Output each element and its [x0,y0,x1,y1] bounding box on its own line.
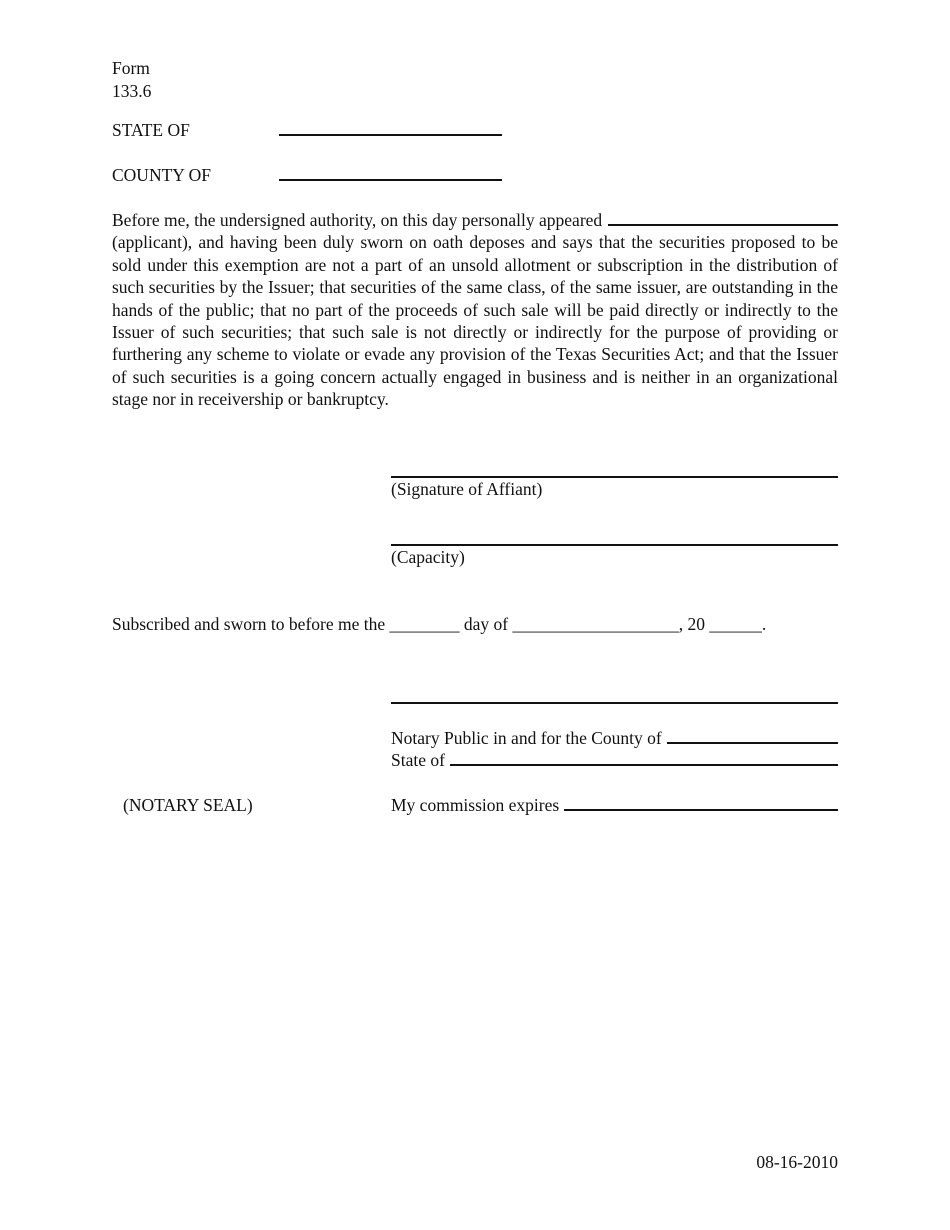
state-label: STATE OF [112,120,190,140]
form-number [112,57,151,102]
commission-blank[interactable] [564,795,838,811]
commission-row [391,795,838,816]
notary-state-label: State of [391,750,445,770]
notary-county-label: Notary Public in and for the County of [391,728,662,748]
form-label-line1: Form [112,58,150,78]
state-blank[interactable] [279,134,502,136]
notary-signature-line[interactable] [391,702,838,704]
capacity-line[interactable] [391,544,838,546]
notary-county-row [391,728,838,749]
form-label-line2: 133.6 [112,80,152,101]
county-label: COUNTY OF [112,165,212,185]
notary-state-row [391,750,838,771]
affiant-signature-line[interactable] [391,476,838,478]
capacity-caption: (Capacity) [391,547,465,567]
affidavit-paragraph [112,209,838,411]
applicant-blank[interactable] [608,210,838,226]
notary-state-blank[interactable] [450,750,838,766]
affiant-signature-caption: (Signature of Affiant) [391,479,543,499]
revision-date: 08-16-2010 [756,1152,838,1172]
notary-county-blank[interactable] [667,728,838,744]
affidavit-opening: Before me, the undersigned authority, on this day personally appeared [112,210,603,230]
affidavit-first-line [112,209,838,231]
jurat-text: Subscribed and sworn to before me the ________ day of ___________________, 20 ______. [112,614,767,634]
commission-label: My commission expires [391,795,560,815]
county-blank[interactable] [279,179,502,181]
notary-seal-label: (NOTARY SEAL) [123,795,253,815]
affidavit-body: (applicant), and having been duly sworn on oath deposes and says that the securities proposed to be sold under this exemption are not a part of an unsold allotment or subscription in the distribution of such securities by the Issuer; that securities of the same class, of the same issuer, are outstanding in the hands of the public; that no part of the proceeds of such sale will be paid directly or indirectly to the Issuer of such securities; that such sale is not directly or indirectly for the purpose of providing or furthering any scheme to violate or evade any provision of the Texas Securities Act; and that the Issuer of such securities is a going concern actually engaged in business and is neither in an organizational stage nor in receivership or bankruptcy. [112,232,838,410]
